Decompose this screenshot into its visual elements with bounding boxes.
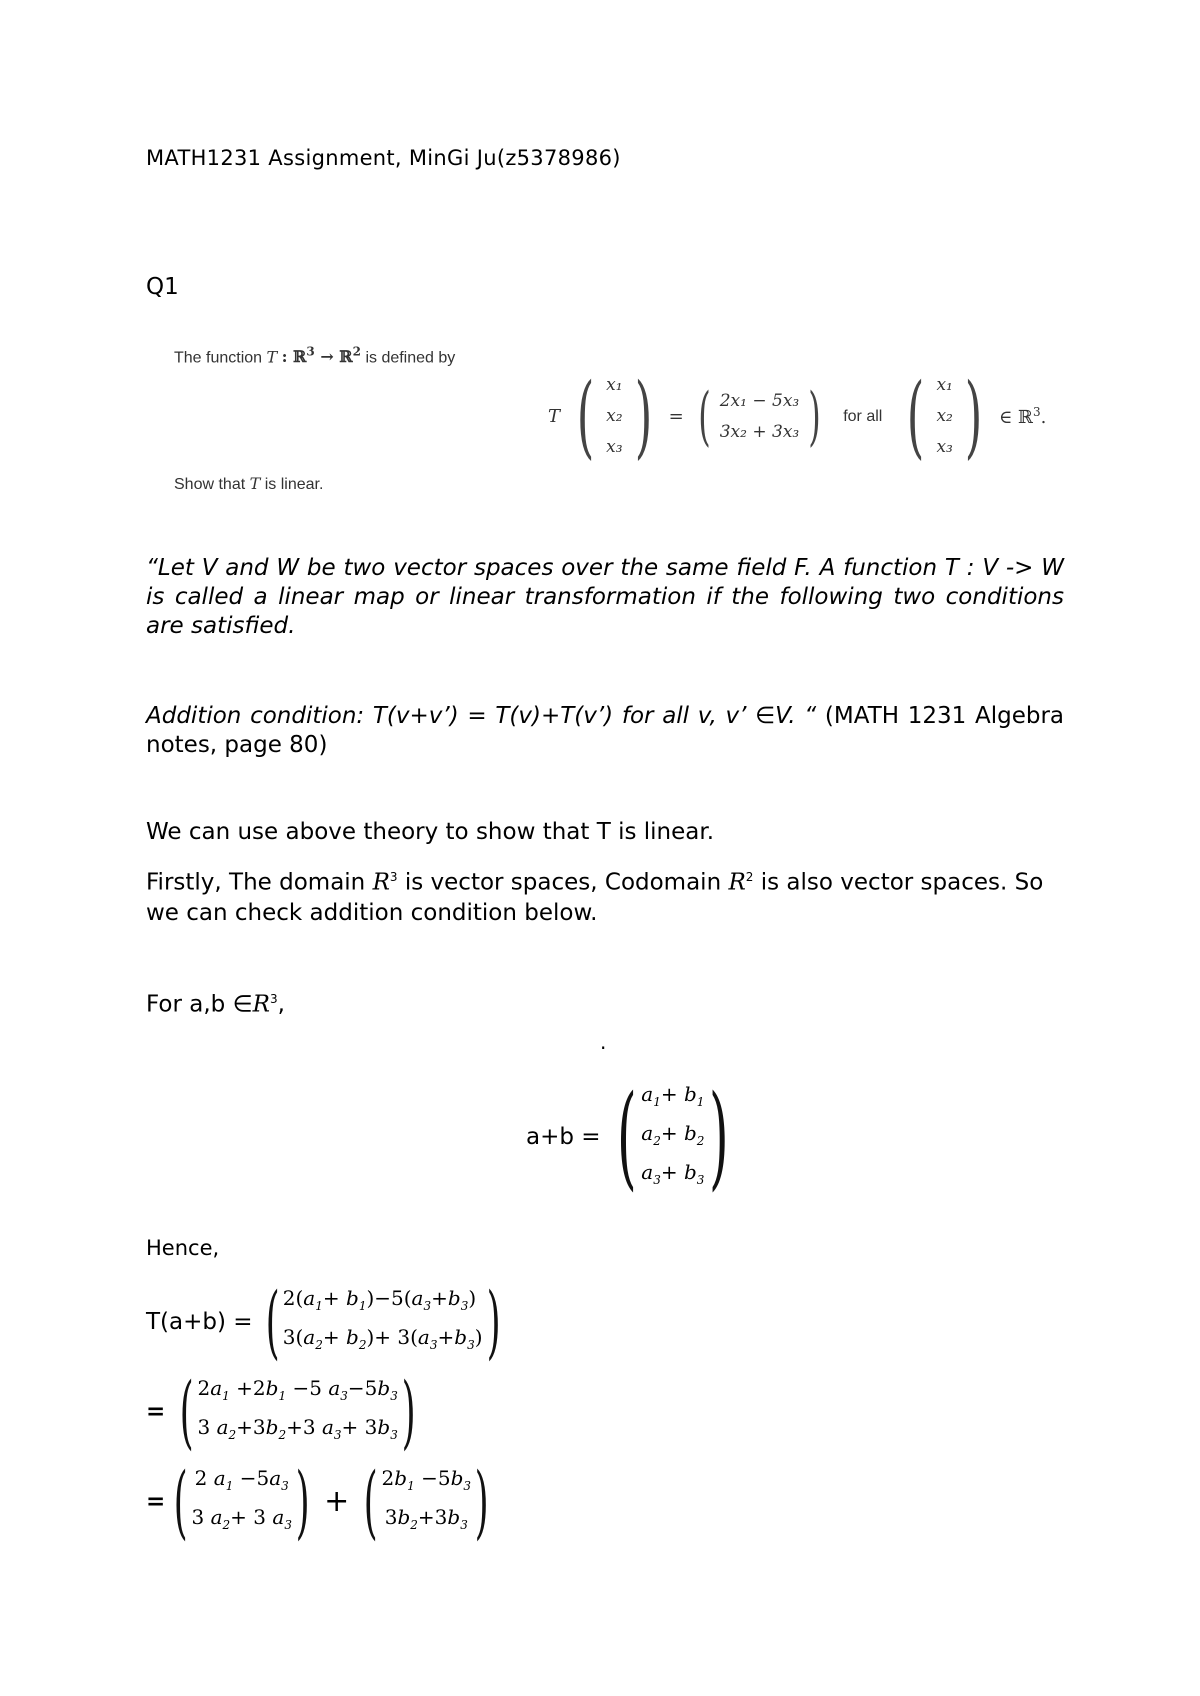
equals-sign: = (146, 1398, 166, 1425)
addition-condition: Addition condition: T(v+v’) = T(v)+T(v’) for all v, v’ ∈V. “ (146, 703, 817, 729)
citation: (MATH 1231 Algebra notes, page 80) (146, 703, 1064, 758)
vector-entry: x₃ (606, 437, 623, 457)
sum-entry-2: $a_2+ b_2$ (641, 1120, 705, 1148)
paragraph-theory: We can use above theory to show that T is linear. (146, 819, 715, 845)
problem-text: The function (174, 349, 263, 367)
split-a-entry-1: 2 $a_1 -5a_3$ (194, 1465, 289, 1493)
problem-text-suffix: is defined by (365, 349, 456, 367)
plus-sign: + (324, 1484, 350, 1519)
problem-text-suffix: is linear. (264, 476, 324, 493)
problem-statement-line2 (174, 474, 323, 494)
expanded-entry-1: $2a_1 +2b_1 -5$ $a_3-5b_3$ (197, 1375, 398, 1403)
function-symbol: T (548, 406, 561, 427)
problem-text: Show that (174, 476, 246, 493)
sum-equation: a+b = ( $a_1+ b_1$ $a_2+ b_2$ $a_3+ b_3$ ) (526, 1072, 730, 1202)
t-sum-entry-1: $2(a_1+ b_1)-5(a_3+b_3)$ (282, 1285, 477, 1313)
t-sum-equation: T(a+b) = ( $2(a_1+ b_1)-5(a_3+b_3)$ $3(a_2+ b_2)+ 3(a_3+b_3)$ ) (146, 1275, 501, 1368)
membership: ∈ ℝ$^3$. (998, 405, 1047, 428)
paragraph-domain: Firstly, The domain $R^3$ is vector spaces, Codomain $R^2$ is also vector spaces. So we can check addition condition below. (146, 869, 1044, 926)
sum-lhs: a+b = (526, 1124, 601, 1150)
question-label: Q1 (146, 274, 179, 300)
expanded-equation: = ( $2a_1 +2b_1 -5$ $a_3-5b_3$ 3 $a_2+3b_2+3$ $a_3+ 3b_3$ ) (146, 1365, 416, 1458)
vector-entry: 3x₂ + 3x₃ (719, 421, 800, 442)
domain-vector: ( x₁ x₂ x₃ ) (907, 363, 983, 469)
vector-entry: x₁ (606, 375, 623, 395)
t-sum-entry-2: $3(a_2+ b_2)+ 3(a_3+b_3)$ (282, 1324, 483, 1352)
input-vector: ( x₁ x₂ x₃ ) (576, 363, 652, 469)
split-a-entry-2: 3 $a_2+ 3$ $a_3$ (191, 1504, 292, 1532)
hence-label: Hence, (146, 1236, 220, 1260)
document-header: MATH1231 Assignment, MinGi Ju(z5378986) (146, 146, 621, 170)
vector-entry: x₂ (606, 406, 623, 426)
split-b-entry-1: $2b_1 -5b_3$ (381, 1465, 472, 1493)
sum-entry-3: $a_3+ b_3$ (641, 1159, 705, 1187)
for-all-text: for all (843, 407, 883, 425)
split-b-entry-2: $3b_2+3b_3$ (384, 1504, 468, 1532)
domain-symbol: : ℝ$^3$ → ℝ$^2$ (281, 345, 361, 367)
definition-quote: “Let V and W be two vector spaces over the same field F. A function T : V -> W is called a linear map or linear transformation if the following two conditions are satisfied. (146, 555, 1064, 639)
problem-definition-equation (548, 363, 1047, 469)
expanded-entry-2: 3 $a_2+3b_2+3$ $a_3+ 3b_3$ (197, 1414, 398, 1442)
t-sum-lhs: T(a+b) = (146, 1308, 253, 1335)
stray-dot: . (600, 1030, 607, 1054)
problem-statement-line1 (174, 345, 455, 367)
equals-sign: = (668, 406, 684, 427)
vector-entry: 2x₁ − 5x₃ (719, 390, 800, 411)
vector-entry: x₁ (936, 375, 953, 395)
addition-condition-quote (146, 702, 1064, 760)
for-a-b-statement: For a,b $\in R^3$, (146, 991, 285, 1018)
sum-entry-1: $a_1+ b_1$ (641, 1081, 705, 1109)
function-symbol: T (249, 474, 261, 493)
output-vector: ( 2x₁ − 5x₃ 3x₂ + 3x₃ ) (698, 379, 821, 454)
function-symbol: T (266, 347, 278, 367)
split-equation: = ( 2 $a_1 -5a_3$ 3 $a_2+ 3$ $a_3$ ) + ( $2b_1 -5b_3$ $3b_2+3b_3$ ) (146, 1455, 489, 1548)
vector-entry: x₂ (936, 406, 953, 426)
equals-sign: = (146, 1488, 166, 1515)
vector-entry: x₃ (936, 437, 953, 457)
